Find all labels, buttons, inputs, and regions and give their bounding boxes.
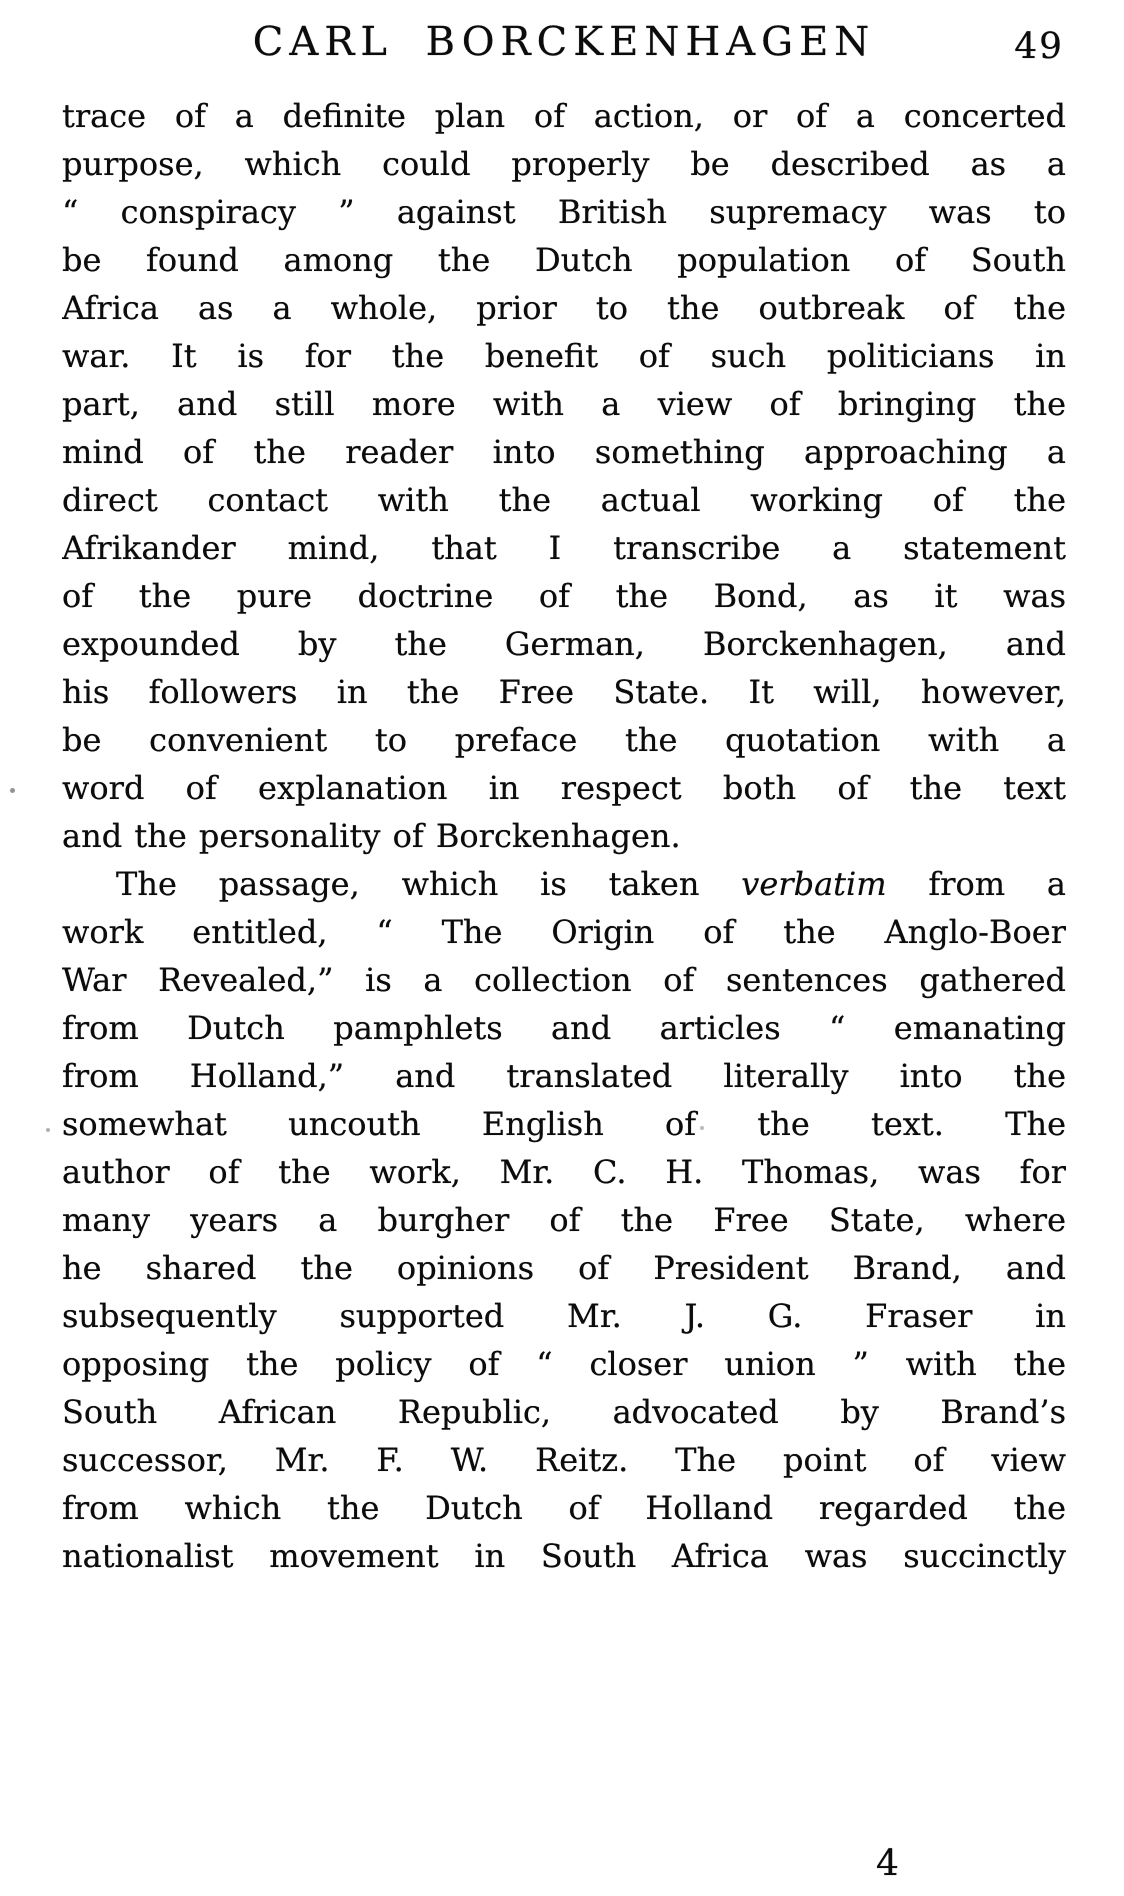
text-line: and the personality of Borckenhagen. — [62, 817, 681, 855]
text-line: somewhat uncouth English of the text. The — [62, 1105, 1066, 1143]
text-line: his followers in the Free State. It will, however, — [62, 673, 1066, 711]
text-line: from Dutch pamphlets and articles “ emanating — [62, 1009, 1066, 1047]
text-line: be convenient to preface the quotation with a — [62, 721, 1066, 759]
text-line: South African Republic, advocated by Brand’s — [62, 1393, 1066, 1431]
text-line: Afrikander mind, that I transcribe a statement — [62, 529, 1066, 567]
scan-speck — [700, 1126, 704, 1130]
scan-speck — [10, 788, 15, 793]
text-line: The passage, which is taken verbatim from a — [116, 865, 1066, 903]
text-line: word of explanation in respect both of the text — [62, 769, 1066, 807]
text-line: Africa as a whole, prior to the outbreak of the — [62, 289, 1066, 327]
text-line: War Revealed,” is a collection of sentences gathered — [62, 961, 1066, 999]
text-line: war. It is for the benefit of such politicians in — [62, 337, 1066, 375]
text-line: work entitled, “ The Origin of the Anglo-Boer — [62, 913, 1066, 951]
text-line: mind of the reader into something approaching a — [62, 433, 1066, 471]
text-line: “ conspiracy ” against British supremacy was to — [62, 193, 1066, 231]
text-line: from Holland,” and translated literally into the — [62, 1057, 1066, 1095]
text-line: successor, Mr. F. W. Reitz. The point of view — [62, 1441, 1066, 1479]
text-line: expounded by the German, Borckenhagen, and — [62, 625, 1066, 663]
text-line: trace of a definite plan of action, or of a concerted — [62, 97, 1066, 135]
scan-speck — [46, 1128, 50, 1132]
signature-mark: 4 — [876, 1843, 899, 1884]
text-line: subsequently supported Mr. J. G. Fraser in — [62, 1297, 1066, 1335]
text-line: author of the work, Mr. C. H. Thomas, was for — [62, 1153, 1066, 1191]
text-line: he shared the opinions of President Brand, and — [62, 1249, 1066, 1287]
body-text — [62, 92, 1066, 1580]
text-line: of the pure doctrine of the Bond, as it was — [62, 577, 1066, 615]
running-header-title: CARL BORCKENHAGEN — [252, 19, 876, 65]
text-line: direct contact with the actual working of the — [62, 481, 1066, 519]
text-line: part, and still more with a view of bringing the — [62, 385, 1066, 423]
text-line: be found among the Dutch population of South — [62, 241, 1066, 279]
text-line: purpose, which could properly be described as a — [62, 145, 1066, 183]
page-number: 49 — [1014, 26, 1064, 67]
text-line: many years a burgher of the Free State, where — [62, 1201, 1066, 1239]
text-line: nationalist movement in South Africa was succinctly — [62, 1537, 1066, 1575]
italic-text: verbatim — [741, 865, 887, 903]
page-header — [62, 18, 1066, 66]
text-line: opposing the policy of “ closer union ” with the — [62, 1345, 1066, 1383]
text-line: from which the Dutch of Holland regarded the — [62, 1489, 1066, 1527]
